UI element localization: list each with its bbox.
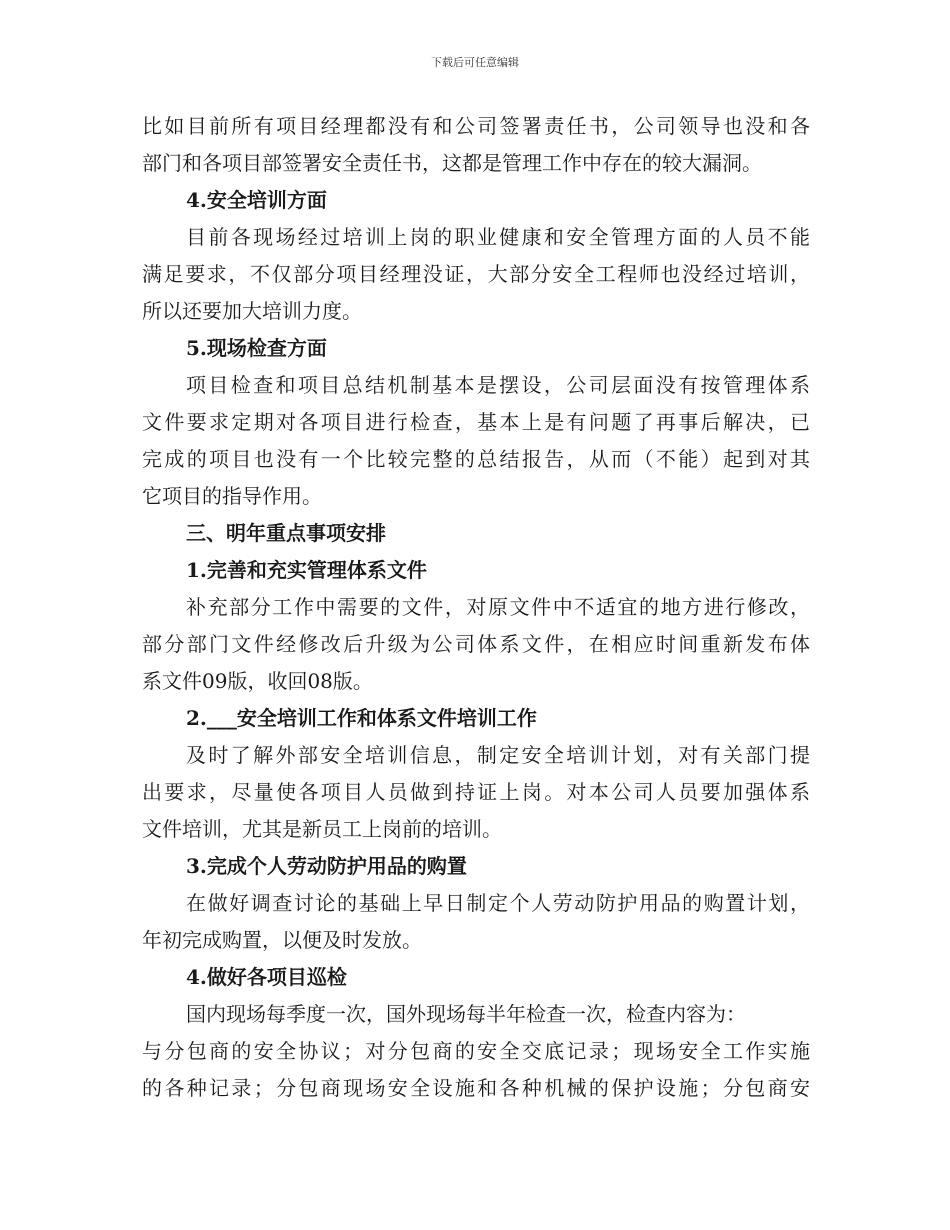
paragraph-line: 年初完成购置，以便及时发放。: [142, 928, 422, 952]
section-heading: 1.完善和充实管理体系文件: [186, 558, 427, 582]
paragraph-line: 项目检查和项目总结机制基本是摆设，公司层面没有按管理体系: [186, 373, 810, 397]
paragraph-line: 补充部分工作中需要的文件，对原文件中不适宜的地方进行修改，: [186, 595, 810, 619]
paragraph-line: 所以还要加大培训力度。: [142, 299, 362, 323]
section-heading: 三、明年重点事项安排: [186, 521, 386, 545]
paragraph-line: 它项目的指导作用。: [142, 484, 322, 508]
paragraph-line: 完成的项目也没有一个比较完整的总结报告，从而（不能）起到对其: [142, 447, 810, 471]
paragraph-line: 目前各现场经过培训上岗的职业健康和安全管理方面的人员不能: [186, 225, 810, 249]
document-body: [142, 108, 810, 1107]
paragraph-line: 文件培训，尤其是新员工上岗前的培训。: [142, 817, 502, 841]
paragraph-line: 与分包商的安全协议；对分包商的安全交底记录；现场安全工作实施: [142, 1039, 810, 1063]
section-heading: 2.___安全培训工作和体系文件培训工作: [186, 706, 537, 730]
paragraph-line: 系文件09版，收回08版。: [142, 669, 373, 693]
paragraph-line: 满足要求，不仅部分项目经理没证，大部分安全工程师也没经过培训，: [142, 262, 810, 286]
paragraph-line: 的各种记录；分包商现场安全设施和各种机械的保护设施；分包商安: [142, 1076, 810, 1100]
header-note: 下载后可任意编辑: [431, 56, 519, 69]
paragraph-line: 文件要求定期对各项目进行检查，基本上是有问题了再事后解决，已: [142, 410, 810, 434]
paragraph-line: 及时了解外部安全培训信息，制定安全培训计划，对有关部门提: [186, 743, 810, 767]
section-heading: 3.完成个人劳动防护用品的购置: [186, 854, 467, 878]
paragraph-line: 在做好调查讨论的基础上早日制定个人劳动防护用品的购置计划，: [186, 891, 810, 915]
section-heading: 5.现场检查方面: [186, 336, 327, 360]
paragraph-line: 部门和各项目部签署安全责任书，这都是管理工作中存在的较大漏洞。: [142, 151, 762, 175]
section-heading: 4.做好各项目巡检: [186, 965, 347, 989]
paragraph-line: 比如目前所有项目经理都没有和公司签署责任书，公司领导也没和各: [142, 114, 810, 138]
section-heading: 4.安全培训方面: [186, 188, 327, 212]
paragraph-line: 部分部门文件经修改后升级为公司体系文件，在相应时间重新发布体: [142, 632, 810, 656]
paragraph-line: 国内现场每季度一次，国外现场每半年检查一次，检查内容为：: [186, 1002, 746, 1026]
paragraph-line: 出要求，尽量使各项目人员做到持证上岗。对本公司人员要加强体系: [142, 780, 810, 804]
